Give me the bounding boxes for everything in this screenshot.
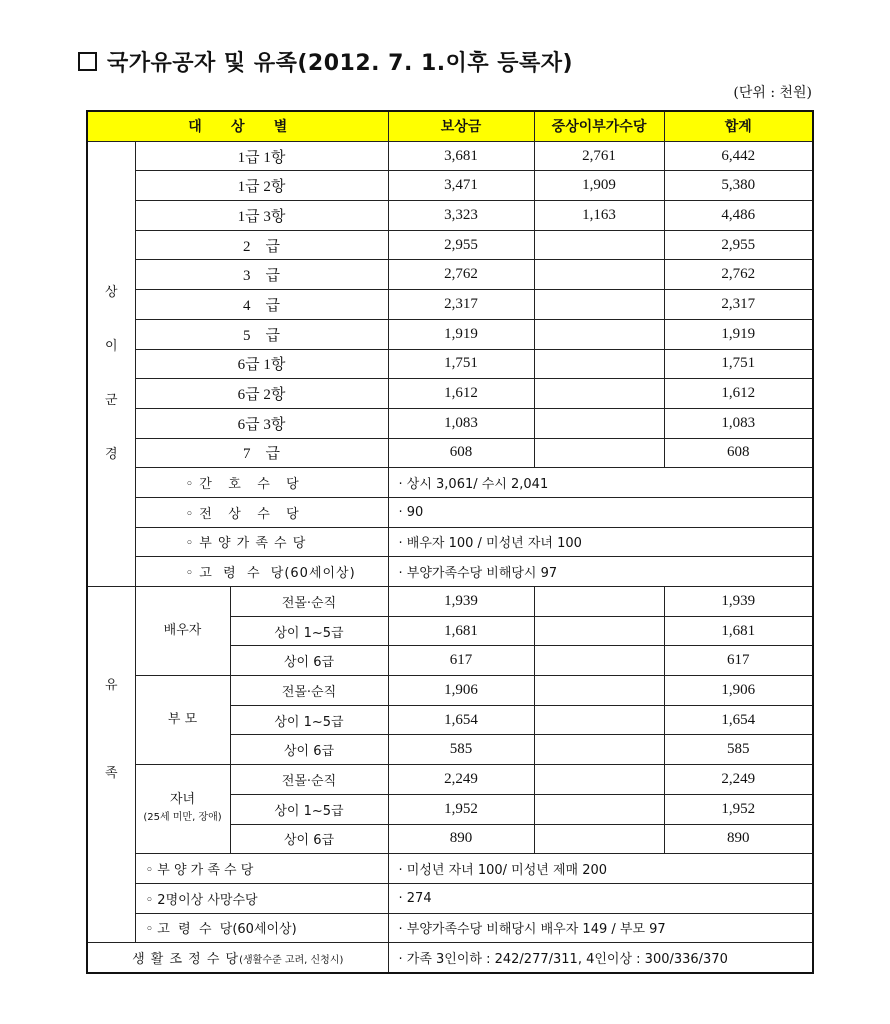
- table-row: [87, 290, 813, 320]
- allowance-row: [87, 913, 813, 943]
- extra-cell: [534, 319, 664, 349]
- group-label-char: 족: [104, 765, 118, 781]
- category-label: 상이 6급: [230, 824, 388, 854]
- extra-cell: 2,761: [534, 141, 664, 171]
- extra-cell: [534, 824, 664, 854]
- allowance-value: · 90: [388, 497, 813, 527]
- compensation-cell: 1,906: [388, 676, 534, 706]
- total-cell: 2,317: [664, 290, 813, 320]
- total-cell: 4,486: [664, 201, 813, 231]
- group-label-char: 경: [104, 446, 118, 462]
- allowance-row: [87, 468, 813, 498]
- total-cell: 1,083: [664, 408, 813, 438]
- total-cell: 1,939: [664, 587, 813, 617]
- extra-cell: [534, 676, 664, 706]
- allowance-value: · 부양가족수당 비해당시 배우자 149 / 부모 97: [388, 913, 813, 943]
- total-cell: 585: [664, 735, 813, 765]
- compensation-cell: 617: [388, 646, 534, 676]
- allowance-value: · 274: [388, 883, 813, 913]
- extra-cell: [534, 616, 664, 646]
- grade-label: 7 급: [135, 438, 388, 468]
- page-title: [78, 46, 573, 77]
- living-value: · 가족 3인이하 : 242/277/311, 4인이상 : 300/336/370: [388, 943, 813, 973]
- total-cell: 2,762: [664, 260, 813, 290]
- compensation-cell: 1,083: [388, 408, 534, 438]
- table-row: [87, 230, 813, 260]
- total-cell: 1,612: [664, 379, 813, 409]
- grade-label: 3 급: [135, 260, 388, 290]
- living-note: (생활수준 고려, 신청시): [239, 955, 344, 967]
- grade-label: 6급 1항: [135, 349, 388, 379]
- bereaved-section: [87, 587, 813, 943]
- relation-label: [135, 587, 230, 676]
- allowance-value: · 부양가족수당 비해당시 97: [388, 557, 813, 587]
- category-label: 상이 1~5급: [230, 616, 388, 646]
- grade-label: 6급 2항: [135, 379, 388, 409]
- total-cell: 1,751: [664, 349, 813, 379]
- compensation-cell: 1,939: [388, 587, 534, 617]
- compensation-cell: 3,323: [388, 201, 534, 231]
- extra-cell: [534, 705, 664, 735]
- header-total: 합계: [664, 111, 813, 141]
- total-cell: 2,249: [664, 765, 813, 795]
- title-text: 국가유공자 및 유족(2012. 7. 1.이후 등록자): [107, 51, 574, 76]
- living-label-text: 생 활 조 정 수 당: [132, 952, 240, 968]
- compensation-cell: 2,249: [388, 765, 534, 795]
- allowance-value: · 미성년 자녀 100/ 미성년 제매 200: [388, 854, 813, 884]
- relation-label: [135, 765, 230, 854]
- compensation-cell: 608: [388, 438, 534, 468]
- category-label: 전몰·순직: [230, 587, 388, 617]
- compensation-cell: 1,751: [388, 349, 534, 379]
- table-row: [87, 765, 813, 795]
- table-row: [87, 438, 813, 468]
- compensation-cell: 890: [388, 824, 534, 854]
- total-cell: 1,919: [664, 319, 813, 349]
- compensation-table: [86, 110, 814, 974]
- relation-note: (25세 미만, 장애): [143, 812, 222, 824]
- allowance-label: ◦ 고 령 수 당(60세이상): [135, 913, 388, 943]
- relation-name: 배우자: [163, 623, 202, 639]
- table-row: [87, 379, 813, 409]
- extra-cell: [534, 379, 664, 409]
- relation-name: 자녀: [169, 792, 196, 808]
- grade-label: 4 급: [135, 290, 388, 320]
- extra-cell: [534, 438, 664, 468]
- allowance-label: ◦ 고 령 수 당(60세이상): [135, 557, 388, 587]
- group-label-char: 유: [104, 677, 118, 693]
- grade-label: 5 급: [135, 319, 388, 349]
- allowance-row: [87, 527, 813, 557]
- extra-cell: [534, 765, 664, 795]
- total-cell: 1,906: [664, 676, 813, 706]
- compensation-cell: 585: [388, 735, 534, 765]
- relation-label: [135, 676, 230, 765]
- allowance-value: · 배우자 100 / 미성년 자녀 100: [388, 527, 813, 557]
- table-row: [87, 349, 813, 379]
- table-row: [87, 676, 813, 706]
- compensation-cell: 1,654: [388, 705, 534, 735]
- total-cell: 2,955: [664, 230, 813, 260]
- extra-cell: 1,909: [534, 171, 664, 201]
- allowance-label: ◦ 부 양 가 족 수 당: [135, 527, 388, 557]
- table-row: [87, 141, 813, 171]
- compensation-cell: 2,762: [388, 260, 534, 290]
- grade-label: 1급 1항: [135, 141, 388, 171]
- header-target: 대 상 별: [87, 111, 388, 141]
- category-label: 상이 1~5급: [230, 705, 388, 735]
- total-cell: 6,442: [664, 141, 813, 171]
- compensation-cell: 1,612: [388, 379, 534, 409]
- extra-cell: [534, 587, 664, 617]
- header-compensation: 보상금: [388, 111, 534, 141]
- extra-cell: 1,163: [534, 201, 664, 231]
- group-label-char: 군: [104, 392, 118, 408]
- allowance-label: ◦ 간 호 수 당: [135, 468, 388, 498]
- category-label: 상이 6급: [230, 646, 388, 676]
- table-row: [87, 171, 813, 201]
- grade-label: 1급 3항: [135, 201, 388, 231]
- extra-cell: [534, 408, 664, 438]
- extra-cell: [534, 794, 664, 824]
- allowance-value: · 상시 3,061/ 수시 2,041: [388, 468, 813, 498]
- injured-section: [87, 141, 813, 586]
- checkbox-square-icon: [78, 52, 97, 71]
- total-cell: 608: [664, 438, 813, 468]
- group-label-char: 이: [104, 338, 118, 354]
- group-label-char: 상: [104, 284, 118, 300]
- grade-label: 2 급: [135, 230, 388, 260]
- extra-cell: [534, 646, 664, 676]
- total-cell: 890: [664, 824, 813, 854]
- table-row: [87, 408, 813, 438]
- compensation-cell: 1,952: [388, 794, 534, 824]
- allowance-label: ◦ 전 상 수 당: [135, 497, 388, 527]
- group-label-bereaved: [87, 587, 135, 943]
- total-cell: 1,952: [664, 794, 813, 824]
- grade-label: 1급 2항: [135, 171, 388, 201]
- compensation-cell: 3,471: [388, 171, 534, 201]
- unit-label: (단위 : 천원): [733, 85, 812, 101]
- extra-cell: [534, 349, 664, 379]
- category-label: 전몰·순직: [230, 765, 388, 795]
- table-row: [87, 201, 813, 231]
- compensation-cell: 1,681: [388, 616, 534, 646]
- living-section: [87, 943, 813, 973]
- total-cell: 5,380: [664, 171, 813, 201]
- table-row: [87, 587, 813, 617]
- extra-cell: [534, 230, 664, 260]
- living-row: [87, 943, 813, 973]
- total-cell: 1,654: [664, 705, 813, 735]
- table-row: [87, 319, 813, 349]
- extra-cell: [534, 260, 664, 290]
- total-cell: 617: [664, 646, 813, 676]
- living-label: [87, 943, 388, 973]
- allowance-label: ◦ 부 양 가 족 수 당: [135, 854, 388, 884]
- extra-cell: [534, 290, 664, 320]
- total-cell: 1,681: [664, 616, 813, 646]
- allowance-row: [87, 557, 813, 587]
- group-label-injured: [87, 141, 135, 586]
- compensation-cell: 2,955: [388, 230, 534, 260]
- allowance-row: [87, 497, 813, 527]
- allowance-row: [87, 883, 813, 913]
- category-label: 상이 6급: [230, 735, 388, 765]
- header-extra: 중상이부가수당: [534, 111, 664, 141]
- table-row: [87, 260, 813, 290]
- extra-cell: [534, 735, 664, 765]
- category-label: 상이 1~5급: [230, 794, 388, 824]
- compensation-cell: 2,317: [388, 290, 534, 320]
- header-row: [87, 111, 813, 141]
- compensation-cell: 1,919: [388, 319, 534, 349]
- allowance-label: ◦ 2명이상 사망수당: [135, 883, 388, 913]
- grade-label: 6급 3항: [135, 408, 388, 438]
- category-label: 전몰·순직: [230, 676, 388, 706]
- compensation-cell: 3,681: [388, 141, 534, 171]
- relation-name: 부 모: [167, 712, 198, 728]
- allowance-row: [87, 854, 813, 884]
